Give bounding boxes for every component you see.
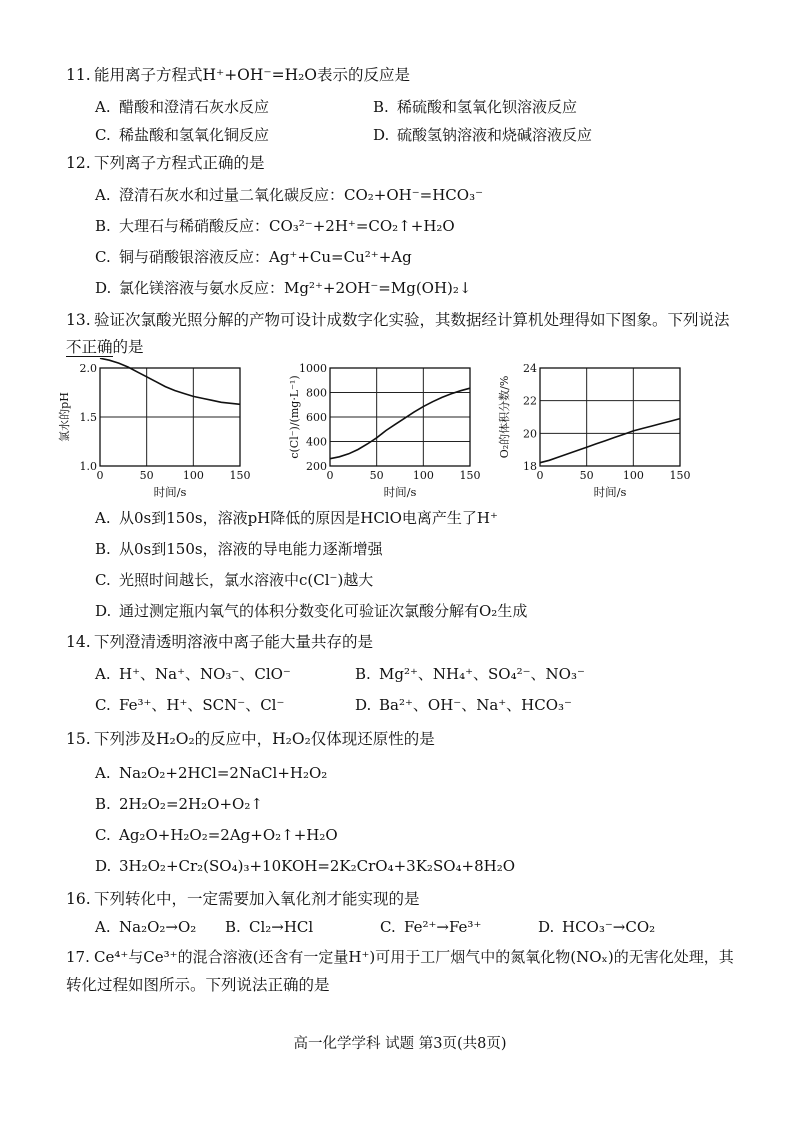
option-text: 通过测定瓶内氧气的体积分数变化可验证次氯酸分解有O₂生成 — [119, 602, 528, 620]
option[interactable] — [95, 215, 455, 237]
y-tick-label: 400 — [306, 435, 327, 449]
y-tick-label: 18 — [523, 460, 537, 473]
option-text: Na₂O₂→O₂ — [119, 918, 197, 936]
option[interactable] — [95, 96, 269, 118]
option-letter: D. — [95, 602, 112, 620]
y-tick-label: 20 — [523, 427, 537, 441]
option-text: 稀硫酸和氢氧化钡溶液反应 — [397, 98, 578, 116]
question-12-stem — [66, 152, 760, 174]
option-text: HCO₃⁻→CO₂ — [562, 918, 656, 936]
option-letter: A. — [95, 665, 111, 683]
question-13-stem-line2 — [66, 336, 760, 358]
option-letter: D. — [355, 696, 372, 714]
option[interactable] — [355, 694, 572, 716]
x-tick-label: 0 — [536, 469, 544, 482]
option-text: Cl₂→HCl — [249, 918, 314, 936]
question-text: 能用离子方程式H⁺+OH⁻=H₂O表示的反应是 — [94, 66, 411, 84]
question-text: 下列涉及H₂O₂的反应中，H₂O₂仅体现还原性的是 — [94, 730, 435, 748]
x-tick-label: 0 — [326, 469, 334, 482]
question-number: 11. — [66, 66, 91, 84]
option[interactable] — [95, 694, 284, 716]
question-text: 验证次氯酸光照分解的产物可设计成数字化实验，其数据经计算机处理得如下图象。下列说法 — [94, 311, 730, 329]
x-axis-label: 时间/s — [153, 485, 187, 499]
option[interactable] — [95, 507, 498, 529]
option-text: 氯化镁溶液与氨水反应：Mg²⁺+2OH⁻=Mg(OH)₂↓ — [119, 279, 472, 297]
option-letter: B. — [225, 918, 241, 936]
question-text: 的是 — [112, 338, 144, 356]
option-text: Mg²⁺、NH₄⁺、SO₄²⁻、NO₃⁻ — [379, 665, 585, 683]
option-text: Na₂O₂+2HCl=2NaCl+H₂O₂ — [119, 764, 328, 782]
question-text: 下列转化中，一定需要加入氧化剂才能实现的是 — [94, 890, 420, 908]
option-text: 铜与硝酸银溶液反应：Ag⁺+Cu=Cu²⁺+Ag — [119, 248, 412, 266]
x-tick-label: 50 — [139, 469, 154, 482]
option-letter: B. — [355, 665, 371, 683]
option[interactable] — [355, 663, 585, 685]
y-tick-label: 600 — [306, 411, 327, 424]
option[interactable] — [95, 824, 338, 846]
option-text: 从0s到150s，溶液pH降低的原因是HClO电离产生了H⁺ — [119, 509, 498, 527]
question-13-stem — [66, 309, 760, 331]
y-tick-label: 200 — [306, 460, 327, 473]
option-letter: C. — [95, 248, 111, 266]
x-tick-label: 50 — [369, 469, 384, 482]
option-text: 稀盐酸和氢氧化铜反应 — [119, 126, 270, 144]
x-tick-label: 150 — [459, 469, 481, 482]
option-text: 3H₂O₂+Cr₂(SO₄)₃+10KOH=2K₂CrO₄+3K₂SO₄+8H₂O — [119, 857, 516, 875]
question-16-stem — [66, 888, 760, 910]
question-14-stem — [66, 631, 760, 653]
series-line — [100, 358, 240, 404]
option[interactable] — [380, 916, 481, 938]
question-text: 转化过程如图所示。下列说法正确的是 — [66, 976, 330, 994]
option[interactable] — [95, 600, 527, 622]
option-text: H⁺、Na⁺、NO₃⁻、ClO⁻ — [119, 665, 291, 683]
option[interactable] — [538, 916, 655, 938]
question-17-stem-line2 — [66, 974, 760, 996]
x-tick-label: 150 — [669, 469, 691, 482]
y-tick-label: 24 — [523, 362, 537, 375]
option-text: 从0s到150s，溶液的导电能力逐渐增强 — [119, 540, 383, 558]
question-number: 14. — [66, 633, 91, 651]
option-text: 醋酸和澄清石灰水反应 — [119, 98, 270, 116]
y-axis-label: 氯水的pH — [58, 392, 71, 442]
x-axis-label: 时间/s — [593, 485, 627, 499]
page-footer: 高一化学学科 试题 第3页(共8页) — [293, 1036, 507, 1052]
x-tick-label: 150 — [229, 469, 251, 482]
option-text: Fe³⁺、H⁺、SCN⁻、Cl⁻ — [119, 696, 285, 714]
y-tick-label: 2.0 — [79, 362, 97, 375]
option[interactable] — [95, 916, 196, 938]
option-letter: A. — [95, 509, 111, 527]
option[interactable] — [225, 916, 313, 938]
option[interactable] — [95, 246, 412, 268]
option-text: Ag₂O+H₂O₂=2Ag+O₂↑+H₂O — [119, 826, 338, 844]
x-tick-label: 0 — [96, 469, 104, 482]
x-tick-label: 100 — [412, 469, 434, 482]
x-tick-label: 100 — [182, 469, 204, 482]
question-text: 下列离子方程式正确的是 — [94, 154, 265, 172]
question-text: 下列澄清透明溶液中离子能大量共存的是 — [94, 633, 374, 651]
option-letter: B. — [373, 98, 389, 116]
option-letter: C. — [95, 696, 111, 714]
option-text: 光照时间越长，氯水溶液中c(Cl⁻)越大 — [119, 571, 374, 589]
option[interactable] — [95, 184, 483, 206]
underlined-text: 不正确 — [66, 338, 113, 356]
question-11-stem — [66, 64, 760, 86]
question-number: 16. — [66, 890, 91, 908]
option-letter: A. — [95, 918, 111, 936]
option-letter: D. — [538, 918, 555, 936]
question-number: 12. — [66, 154, 91, 172]
option-text: Fe²⁺→Fe³⁺ — [404, 918, 482, 936]
question-15-stem — [66, 728, 760, 750]
option[interactable] — [95, 538, 383, 560]
option-letter: C. — [380, 918, 396, 936]
option-letter: D. — [95, 279, 112, 297]
option-text: 2H₂O₂=2H₂O+O₂↑ — [119, 795, 263, 813]
plot-frame — [540, 368, 680, 466]
chart-row — [58, 358, 698, 508]
option[interactable] — [95, 569, 373, 591]
question-number: 13. — [66, 311, 91, 329]
x-tick-label: 100 — [622, 469, 644, 482]
option-letter: A. — [95, 186, 111, 204]
option[interactable] — [373, 124, 592, 146]
series-line — [330, 388, 470, 459]
charts-svg — [58, 358, 698, 508]
option-text: 大理石与稀硝酸反应：CO₃²⁻+2H⁺=CO₂↑+H₂O — [119, 217, 455, 235]
option[interactable] — [95, 762, 327, 784]
y-axis-label: O₂的体积分数/% — [498, 375, 511, 459]
series-line — [540, 419, 680, 463]
option[interactable] — [95, 277, 472, 299]
option-letter: A. — [95, 764, 111, 782]
option-text: Ba²⁺、OH⁻、Na⁺、HCO₃⁻ — [379, 696, 572, 714]
x-tick-label: 50 — [579, 469, 594, 482]
option[interactable] — [95, 124, 269, 146]
option-text: 澄清石灰水和过量二氧化碳反应：CO₂+OH⁻=HCO₃⁻ — [119, 186, 484, 204]
option-letter: A. — [95, 98, 111, 116]
y-tick-label: 22 — [523, 394, 537, 408]
x-axis-label: 时间/s — [383, 485, 417, 499]
y-axis-label: c(Cl⁻)/(mg·L⁻¹) — [288, 375, 301, 459]
option-letter: B. — [95, 540, 111, 558]
question-number: 17. — [66, 948, 90, 966]
option-letter: B. — [95, 217, 111, 235]
option[interactable] — [373, 96, 577, 118]
option-letter: C. — [95, 126, 111, 144]
y-tick-label: 1.5 — [79, 411, 97, 424]
option-letter: C. — [95, 571, 111, 589]
option-letter: D. — [95, 857, 112, 875]
option-letter: C. — [95, 826, 111, 844]
option[interactable] — [95, 855, 515, 877]
option[interactable] — [95, 793, 263, 815]
option-letter: B. — [95, 795, 111, 813]
option-letter: D. — [373, 126, 390, 144]
question-number: 15. — [66, 730, 91, 748]
question-17-stem — [66, 946, 760, 968]
y-tick-label: 1000 — [299, 362, 327, 375]
question-text: Ce⁴⁺与Ce³⁺的混合溶液(还含有一定量H⁺)可用于工厂烟气中的氮氧化物(NOₓ)的无害化处理，其 — [94, 948, 734, 966]
option[interactable] — [95, 663, 291, 685]
option-text: 硫酸氢钠溶液和烧碱溶液反应 — [397, 126, 593, 144]
y-tick-label: 1.0 — [79, 460, 97, 473]
y-tick-label: 800 — [306, 386, 327, 400]
